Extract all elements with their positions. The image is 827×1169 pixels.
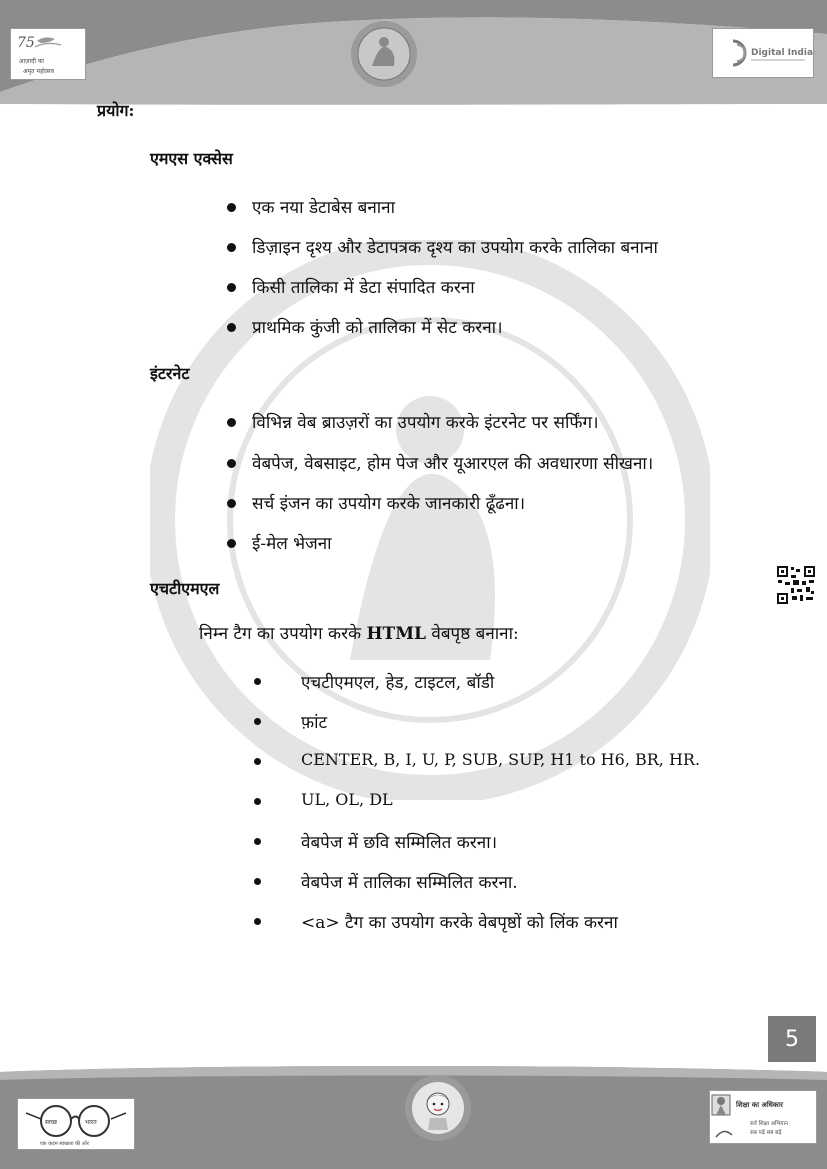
bullet-icon (227, 499, 236, 508)
list-item: फ़ांट (301, 713, 328, 733)
html-intro-text-end: वेबपृष्ठ बनाना: (425, 624, 519, 644)
svg-text:75: 75 (17, 35, 35, 51)
list-item: वेबपेज, वेबसाइट, होम पेज और यूआरएल की अवधारणा सीखना। (252, 454, 654, 474)
digital-india-text: Digital India (751, 48, 813, 58)
svg-text:सर्व शिक्षा अभियान: सर्व शिक्षा अभियान (750, 1121, 788, 1127)
bullet-icon (227, 459, 236, 468)
list-item: सर्च इंजन का उपयोग करके जानकारी ढूँढना। (252, 494, 526, 514)
heading-internet: इंटरनेट (150, 364, 190, 383)
bullet-icon (254, 678, 261, 685)
page-number: 5 (768, 1016, 816, 1062)
bullet-icon (254, 758, 261, 765)
list-item: <a> टैग का उपयोग करके वेबपृष्ठों को लिंक करना (301, 913, 618, 933)
html-intro-text: निम्न टैग का उपयोग करके (199, 624, 367, 644)
svg-text:आज़ादी का: आज़ादी का (19, 58, 44, 65)
svg-text:सब पढ़ें सब बढ़ें: सब पढ़ें सब बढ़ें (750, 1130, 782, 1136)
svg-text:शिक्षा का अधिकार: शिक्षा का अधिकार (736, 1101, 783, 1109)
svg-text:भारत: भारत (85, 1119, 97, 1126)
bullet-icon (227, 323, 236, 332)
svg-text:स्वच्छ: स्वच्छ (45, 1119, 58, 1126)
bullet-icon (227, 243, 236, 252)
beti-bachao-logo (404, 1074, 472, 1142)
list-item: वेबपेज में तालिका सम्मिलित करना. (301, 873, 518, 893)
list-item: विभिन्न वेब ब्राउज़रों का उपयोग करके इंटरनेट पर सर्फिंग। (252, 413, 599, 433)
list-item: डिज़ाइन दृश्य और डेटापत्रक दृश्य का उपयोग करके तालिका बनाना (252, 238, 658, 258)
list-item: CENTER, B, I, U, P, SUB, SUP, H1 to H6, BR, HR. (301, 750, 701, 769)
bullet-icon (254, 718, 261, 725)
bullet-icon (254, 918, 261, 925)
list-item: UL, OL, DL (301, 790, 393, 809)
list-item: एक नया डेटाबेस बनाना (252, 198, 396, 218)
swachh-bharat-logo (17, 1098, 135, 1150)
bullet-icon (227, 539, 236, 548)
list-item: किसी तालिका में डेटा संपादित करना (252, 278, 475, 298)
page-section-title: प्रयोग: (97, 101, 135, 120)
list-item: ई-मेल भेजना (252, 534, 332, 554)
html-intro-bold: HTML (366, 624, 426, 644)
svg-text:अमृत महोत्सव: अमृत महोत्सव (23, 68, 54, 75)
qr-code-icon[interactable] (776, 565, 816, 605)
list-item: प्राथमिक कुंजी को तालिका में सेट करना। (252, 318, 503, 338)
bullet-icon (227, 418, 236, 427)
html-intro (199, 621, 519, 644)
heading-html: एचटीएमएल (150, 579, 220, 598)
bullet-icon (254, 838, 261, 845)
right-to-education-logo (709, 1090, 817, 1144)
bullet-icon (227, 203, 236, 212)
bullet-icon (254, 798, 261, 805)
bullet-icon (227, 283, 236, 292)
bullet-icon (254, 878, 261, 885)
heading-ms-access: एमएस एक्सेस (150, 149, 233, 168)
svg-text:एक कदम स्वच्छता की ओर: एक कदम स्वच्छता की ओर (40, 1141, 89, 1147)
list-item: एचटीएमएल, हेड, टाइटल, बॉडी (301, 673, 495, 693)
list-item: वेबपेज में छवि सम्मिलित करना। (301, 833, 498, 853)
